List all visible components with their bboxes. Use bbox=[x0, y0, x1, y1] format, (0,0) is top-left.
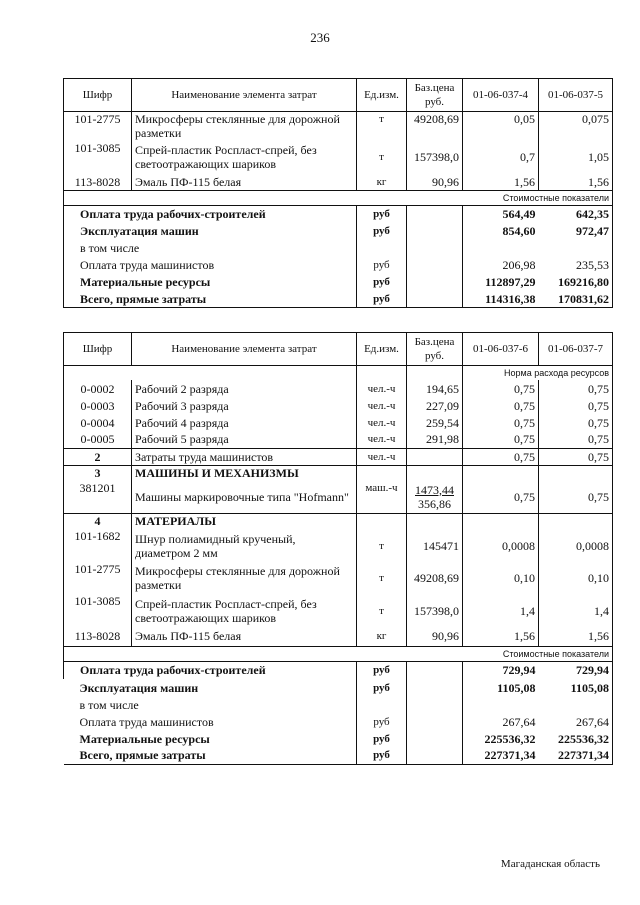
row-price: 49208,69 bbox=[407, 562, 463, 594]
operators-code: 2 bbox=[64, 448, 132, 465]
footer-region-label: Магаданская область bbox=[500, 858, 600, 870]
summary-value-b: 169216,80 bbox=[539, 274, 613, 291]
row-name: Рабочий 2 разряда bbox=[132, 380, 357, 397]
table-header-row bbox=[64, 79, 613, 112]
table-row bbox=[64, 529, 613, 562]
header-price: Баз.цена руб. bbox=[407, 333, 463, 366]
summary-name: Оплата труда рабочих-строителей bbox=[64, 661, 357, 679]
row-unit: чел.-ч bbox=[357, 431, 407, 448]
row-price: 49208,69 bbox=[407, 112, 463, 141]
row-price: 157398,0 bbox=[407, 141, 463, 174]
row-unit: чел.-ч bbox=[357, 414, 407, 431]
summary-value-a: 112897,29 bbox=[485, 275, 536, 289]
summary-value-a: 114316,38 bbox=[463, 291, 539, 308]
summary-value-b: 1105,08 bbox=[539, 679, 613, 696]
row-name: Микросферы стеклянные для дорожной разметки bbox=[132, 562, 357, 594]
operators-value-b: 0,75 bbox=[539, 448, 613, 465]
row-value-b: 0,075 bbox=[539, 112, 613, 141]
row-value-b: 1,05 bbox=[539, 141, 613, 174]
cost-label-row bbox=[64, 191, 613, 206]
row-unit: т bbox=[357, 562, 407, 594]
row-name: Эмаль ПФ-115 белая bbox=[132, 174, 357, 191]
row-unit: чел.-ч bbox=[357, 380, 407, 397]
row-value-a: 0,75 bbox=[463, 481, 539, 513]
row-unit: кг bbox=[357, 627, 407, 646]
summary-value-b: 225536,32 bbox=[539, 730, 613, 747]
row-name: Машины маркировочные типа "Hofmann" bbox=[132, 481, 357, 513]
row-value-a: 0,75 bbox=[463, 414, 539, 431]
row-code: 0-0004 bbox=[64, 414, 132, 431]
summary-row bbox=[64, 223, 613, 240]
summary-row bbox=[64, 206, 613, 223]
row-value-b: 1,56 bbox=[539, 627, 613, 646]
header-code: Шифр bbox=[64, 333, 132, 366]
row-name: Микросферы стеклянные для дорожной разметки bbox=[132, 112, 357, 141]
table-row bbox=[64, 431, 613, 448]
row-value-b: 0,75 bbox=[539, 431, 613, 448]
row-value-a: 0,0008 bbox=[463, 529, 539, 562]
section-title-machines: МАШИНЫ И МЕХАНИЗМЫ bbox=[132, 465, 357, 481]
summary-value-b: 642,35 bbox=[539, 206, 613, 223]
summary-unit: руб bbox=[357, 223, 407, 240]
row-value-a: 0,05 bbox=[463, 112, 539, 141]
summary-value-b: 972,47 bbox=[539, 223, 613, 240]
summary-name: Всего, прямые затраты bbox=[64, 747, 357, 764]
summary-row bbox=[64, 291, 613, 308]
row-name: Спрей-пластик Роспласт-спрей, без светоотражающих шариков bbox=[132, 594, 357, 627]
row-value-b: 0,75 bbox=[539, 481, 613, 513]
row-code: 101-3085 bbox=[64, 141, 132, 174]
row-price: 227,09 bbox=[407, 397, 463, 414]
summary-row bbox=[64, 730, 613, 747]
header-col-a: 01-06-037-6 bbox=[463, 333, 539, 366]
summary-value-a: 729,94 bbox=[463, 661, 539, 679]
table-row bbox=[64, 562, 613, 594]
summary-value-b: 170831,62 bbox=[539, 291, 613, 308]
row-unit: маш.-ч bbox=[357, 481, 407, 513]
summary-value-b: 235,53 bbox=[539, 257, 613, 274]
summary-unit: руб bbox=[357, 730, 407, 747]
row-value-b: 1,56 bbox=[539, 174, 613, 191]
summary-name: Оплата труда рабочих-строителей bbox=[64, 206, 357, 223]
row-price: 194,65 bbox=[407, 380, 463, 397]
header-col-a: 01-06-037-4 bbox=[463, 79, 539, 112]
table-row bbox=[64, 174, 613, 191]
summary-unit: руб bbox=[357, 206, 407, 223]
summary-unit: руб bbox=[357, 713, 407, 730]
row-price: 145471 bbox=[407, 529, 463, 562]
summary-unit: руб bbox=[357, 679, 407, 696]
header-price: Баз.цена руб. bbox=[407, 79, 463, 112]
summary-value-a: 564,49 bbox=[463, 206, 539, 223]
section-code: 4 bbox=[64, 513, 132, 529]
price-top: 1473,44 bbox=[415, 482, 454, 497]
header-col-b: 01-06-037-7 bbox=[539, 333, 613, 366]
section-row bbox=[64, 513, 613, 529]
operators-value-a: 0,75 bbox=[463, 448, 539, 465]
row-unit: чел.-ч bbox=[357, 397, 407, 414]
row-value-b: 0,75 bbox=[539, 397, 613, 414]
cost-label-row bbox=[64, 646, 613, 661]
summary-value-a: 267,64 bbox=[502, 714, 536, 729]
row-value-b: 0,75 bbox=[539, 414, 613, 431]
row-price: 291,98 bbox=[407, 431, 463, 448]
row-price: 90,96 bbox=[407, 627, 463, 646]
row-value-a: 1,56 bbox=[463, 174, 539, 191]
summary-name: Эксплуатация машин bbox=[79, 680, 199, 695]
summary-unit: руб bbox=[357, 291, 407, 308]
header-name: Наименование элемента затрат bbox=[132, 79, 357, 112]
summary-unit: руб bbox=[357, 661, 407, 679]
cost-indicators-label: Стоимостные показатели bbox=[463, 646, 613, 661]
table-row bbox=[64, 481, 613, 513]
table-row bbox=[64, 448, 613, 465]
summary-row bbox=[64, 257, 613, 274]
norm-label-row bbox=[64, 366, 613, 381]
row-code: 113-8028 bbox=[64, 627, 132, 646]
row-value-b: 1,4 bbox=[539, 594, 613, 627]
row-name: Эмаль ПФ-115 белая bbox=[132, 627, 357, 646]
summary-name: Оплата труда машинистов bbox=[79, 714, 214, 729]
row-code: 101-2775 bbox=[64, 112, 132, 141]
row-name: Спрей-пластик Роспласт-спрей, без светоотражающих шариков bbox=[132, 141, 357, 174]
norm-label: Норма расхода ресурсов bbox=[463, 366, 613, 381]
summary-row bbox=[64, 240, 613, 257]
row-name: Шнур полиамидный крученый, диаметром 2 мм bbox=[132, 529, 357, 562]
summary-value-a: 854,60 bbox=[502, 224, 536, 238]
row-unit: т bbox=[357, 112, 407, 141]
summary-value-a: 206,98 bbox=[502, 258, 536, 272]
page-number: 236 bbox=[310, 30, 330, 45]
section-title-materials: МАТЕРИАЛЫ bbox=[132, 513, 357, 529]
row-value-a: 1,4 bbox=[463, 594, 539, 627]
section-row bbox=[64, 465, 613, 481]
row-code: 101-3085 bbox=[64, 594, 132, 627]
summary-row bbox=[64, 713, 613, 730]
row-unit: кг bbox=[357, 174, 407, 191]
header-col-b: 01-06-037-5 bbox=[539, 79, 613, 112]
row-value-a: 0,75 bbox=[463, 380, 539, 397]
section-code: 3 bbox=[64, 465, 132, 481]
row-code: 101-2775 bbox=[64, 562, 132, 594]
row-value-b: 0,10 bbox=[539, 562, 613, 594]
summary-row bbox=[64, 679, 613, 696]
summary-value-b: 267,64 bbox=[539, 713, 613, 730]
row-code: 0-0005 bbox=[64, 431, 132, 448]
row-value-b: 0,75 bbox=[539, 380, 613, 397]
row-price bbox=[407, 481, 463, 513]
summary-name: Материальные ресурсы bbox=[64, 274, 357, 291]
row-name: Рабочий 4 разряда bbox=[132, 414, 357, 431]
table-row bbox=[64, 397, 613, 414]
operators-name: Затраты труда машинистов bbox=[132, 448, 357, 465]
row-value-a: 0,75 bbox=[463, 431, 539, 448]
summary-row bbox=[64, 661, 613, 679]
row-code: 381201 bbox=[64, 481, 132, 513]
summary-row bbox=[64, 274, 613, 291]
row-code: 0-0003 bbox=[64, 397, 132, 414]
summary-name: Материальные ресурсы bbox=[79, 731, 210, 746]
summary-name: в том числе bbox=[79, 697, 139, 712]
row-price: 259,54 bbox=[407, 414, 463, 431]
row-value-a: 1,56 bbox=[463, 627, 539, 646]
summary-value-a: 227371,34 bbox=[463, 747, 539, 764]
row-unit: т bbox=[357, 141, 407, 174]
header-unit: Ед.изм. bbox=[357, 79, 407, 112]
summary-name: Эксплуатация машин bbox=[64, 223, 357, 240]
summary-name: в том числе bbox=[64, 240, 357, 257]
resource-table-2 bbox=[63, 332, 613, 765]
row-code: 113-8028 bbox=[64, 174, 132, 191]
row-unit: т bbox=[357, 529, 407, 562]
summary-value-a: 1105,08 bbox=[497, 680, 536, 695]
summary-unit: руб bbox=[357, 257, 407, 274]
summary-value-a: 225536,32 bbox=[484, 731, 536, 746]
price-bottom: 356,86 bbox=[418, 496, 451, 511]
resource-table-1 bbox=[63, 78, 613, 308]
row-unit: т bbox=[357, 594, 407, 627]
row-price: 90,96 bbox=[407, 174, 463, 191]
row-value-a: 0,75 bbox=[463, 397, 539, 414]
row-value-a: 0,7 bbox=[463, 141, 539, 174]
row-value-b: 0,0008 bbox=[539, 529, 613, 562]
row-code: 0-0002 bbox=[64, 380, 132, 397]
table-row bbox=[64, 112, 613, 141]
row-value-a: 0,10 bbox=[463, 562, 539, 594]
summary-name: Оплата труда машинистов bbox=[64, 257, 357, 274]
table-row bbox=[64, 627, 613, 646]
summary-value-b: 729,94 bbox=[539, 661, 613, 679]
row-name: Рабочий 3 разряда bbox=[132, 397, 357, 414]
table-row bbox=[64, 380, 613, 397]
table-row bbox=[64, 594, 613, 627]
header-name: Наименование элемента затрат bbox=[132, 333, 357, 366]
cost-indicators-label: Стоимостные показатели bbox=[463, 191, 613, 206]
summary-unit: руб bbox=[357, 274, 407, 291]
table-row bbox=[64, 141, 613, 174]
summary-name: Всего, прямые затраты bbox=[64, 291, 357, 308]
row-code: 101-1682 bbox=[64, 529, 132, 562]
table-row bbox=[64, 414, 613, 431]
summary-row bbox=[64, 696, 613, 713]
header-unit: Ед.изм. bbox=[357, 333, 407, 366]
table-header-row bbox=[64, 333, 613, 366]
header-code: Шифр bbox=[64, 79, 132, 112]
summary-unit: руб bbox=[357, 747, 407, 764]
summary-row bbox=[64, 747, 613, 764]
operators-unit: чел.-ч bbox=[357, 448, 407, 465]
summary-value-b: 227371,34 bbox=[539, 747, 613, 764]
row-price: 157398,0 bbox=[407, 594, 463, 627]
row-name: Рабочий 5 разряда bbox=[132, 431, 357, 448]
